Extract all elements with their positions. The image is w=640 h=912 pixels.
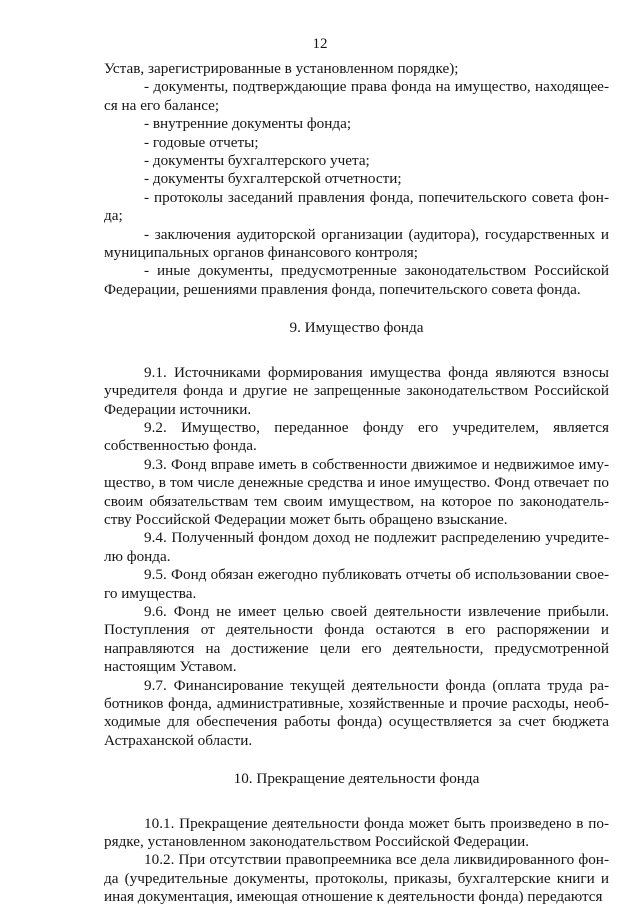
list-item: - протоколы заседаний правления фонда, попечительского совета фонда; [104, 188, 609, 225]
section-heading-10: 10. Прекращение деятельности фонда [233, 770, 480, 788]
paragraph-10-2: 10.2. При отсутствии правопреемника все дела ликвидированного фонда (учредительные документы, протоколы, приказы, бухгалтерские книги и иная документация, имеющая отношение к деятельности фонда) передаются [104, 851, 609, 906]
paragraph-9-6: 9.6. Фонд не имеет целью своей деятельности извлечение прибыли. Поступления от деятельности фонда остаются в его распоряжении и направляются на достижение цели его деятельности, предусмотренной настоящим Уставом. [104, 602, 609, 676]
list-item: - иные документы, предусмотренные законодательством Российской Федерации, решениями правления фонда, попечительского совета фонда. [104, 262, 609, 298]
list-item: - документы бухгалтерского учета; [144, 152, 370, 170]
page-number: 12 [312, 36, 328, 52]
paragraph-9-7: 9.7. Финансирование текущей деятельности фонда (оплата труда работников фонда, административные, хозяйственные и прочие расходы, необходимые для обеспечения работы фонда) осуществляется за счет бюджета Астраханской области. [104, 676, 609, 749]
list-item: - документы бухгалтерской отчетности; [144, 170, 402, 188]
paragraph-9-1: 9.1. Источниками формирования имущества фонда являются взносы учредителя фонда и другие не запрещенные законодательством Российской Федерации источники. [104, 363, 609, 418]
list-item: - внутренние документы фонда; [144, 115, 352, 133]
paragraph-9-2: 9.2. Имущество, переданное фонду его учредителем, является собственностью фонда. [104, 418, 609, 455]
section-heading-9: 9. Имущество фонда [289, 319, 424, 337]
paragraph-10-1: 10.1. Прекращение деятельности фонда может быть произведено в порядке, установленном законодательством Российской Федерации. [104, 814, 609, 851]
list-item: - документы, подтверждающие права фонда на имущество, находящееся на его балансе; [104, 78, 609, 114]
paragraph-9-4: 9.4. Полученный фондом доход не подлежит распределению учредителю фонда. [104, 529, 609, 565]
list-item: - годовые отчеты; [144, 133, 259, 151]
document-body [104, 60, 609, 907]
paragraph-9-5: 9.5. Фонд обязан ежегодно публиковать отчеты об использовании своего имущества. [104, 566, 609, 602]
paragraph-9-3: 9.3. Фонд вправе иметь в собственности движимое и недвижимое имущество, в том числе денежные средства и иное имущество. Фонд отвечает по своим обязательствам тем своим имуществом, на которое по законодательству Российской Федерации может быть обращено взыскание. [104, 455, 609, 528]
list-item: - заключения аудиторской организации (аудитора), государственных и муниципальных органов финансового контроля; [104, 225, 609, 262]
list-continuation: Устав, зарегистрированные в установленном порядке); [104, 60, 459, 77]
